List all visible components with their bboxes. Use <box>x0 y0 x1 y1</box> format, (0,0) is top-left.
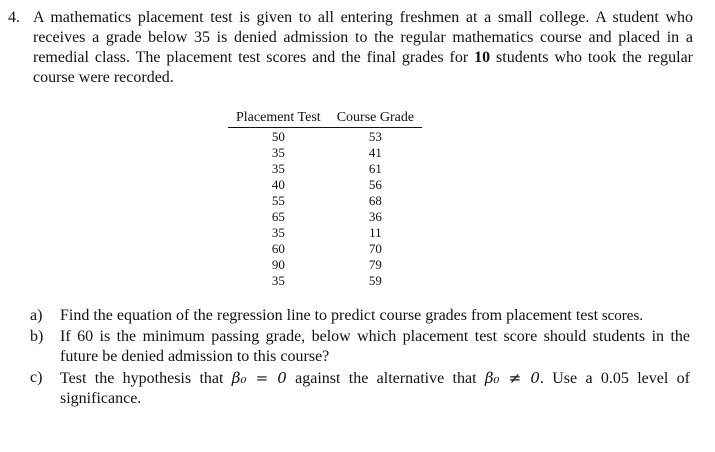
alternative-hypothesis-math: β₀ ≠ 0 <box>484 369 540 387</box>
course-grade: 59 <box>368 273 382 288</box>
scores-table <box>228 109 422 289</box>
table-row <box>228 193 422 209</box>
course-grade: 79 <box>368 257 382 272</box>
course-grade: 41 <box>368 145 382 160</box>
problem-text <box>33 8 693 88</box>
question-a-text-main: Find the equation of the regression line to predict course grades from placement test <box>60 307 599 324</box>
table-row <box>228 241 422 257</box>
question-a-text-tail: scores. <box>598 308 644 324</box>
table-row <box>228 161 422 177</box>
question-text <box>60 307 643 324</box>
placement-score: 55 <box>271 193 285 208</box>
question-c-text-1: Test the hypothesis that <box>60 370 232 387</box>
placement-score: 35 <box>271 145 285 160</box>
problem-text-part-1: A mathematics placement test is given to all entering freshmen at a small college. A student who receives a grade below 35 is denied admission to the regular mathematics course and placed in a remedial class. The placement test scores and the final grades for <box>33 9 693 66</box>
placement-score: 65 <box>271 209 285 224</box>
course-grade: 36 <box>368 209 382 224</box>
placement-score: 90 <box>271 257 285 272</box>
question-c <box>30 368 690 409</box>
table-row <box>228 225 422 241</box>
table-row <box>228 209 422 225</box>
placement-score: 60 <box>271 241 285 256</box>
placement-score: 50 <box>271 129 285 144</box>
question-b <box>30 327 690 367</box>
header-placement-test: Placement Test <box>228 109 329 128</box>
null-hypothesis-math: β₀ = 0 <box>231 369 287 387</box>
course-grade: 68 <box>368 193 382 208</box>
question-c-text-2: against the alternative that <box>286 370 485 387</box>
course-grade: 61 <box>368 161 382 176</box>
question-marker: c) <box>30 369 43 386</box>
placement-score: 35 <box>271 161 285 176</box>
course-grade: 53 <box>368 129 382 144</box>
placement-score: 40 <box>271 177 285 192</box>
table-header-row <box>228 109 422 128</box>
question-a <box>30 306 690 326</box>
table-row <box>228 145 422 161</box>
table-row <box>228 257 422 273</box>
problem-text-part-2: students who took the regular course were recorded. <box>33 49 694 86</box>
question-c-text-3: . Use a 0.05 level of significance. <box>60 370 690 407</box>
question-list <box>30 306 690 410</box>
placement-score: 35 <box>271 225 285 240</box>
placement-score: 35 <box>271 273 285 288</box>
problem-student-count: 10 <box>474 49 491 66</box>
course-grade: 56 <box>368 177 382 192</box>
question-marker: a) <box>30 307 43 324</box>
question-text: If 60 is the minimum passing grade, below which placement test score should students in the future be denied admission to this course? <box>60 328 690 365</box>
course-grade: 11 <box>369 225 382 240</box>
question-text <box>60 370 690 407</box>
table-row <box>228 128 422 146</box>
table-row <box>228 273 422 289</box>
problem-number: 4. <box>8 9 20 26</box>
table-row <box>228 177 422 193</box>
question-marker: b) <box>30 328 44 345</box>
course-grade: 70 <box>368 241 382 256</box>
header-course-grade: Course Grade <box>329 109 422 128</box>
